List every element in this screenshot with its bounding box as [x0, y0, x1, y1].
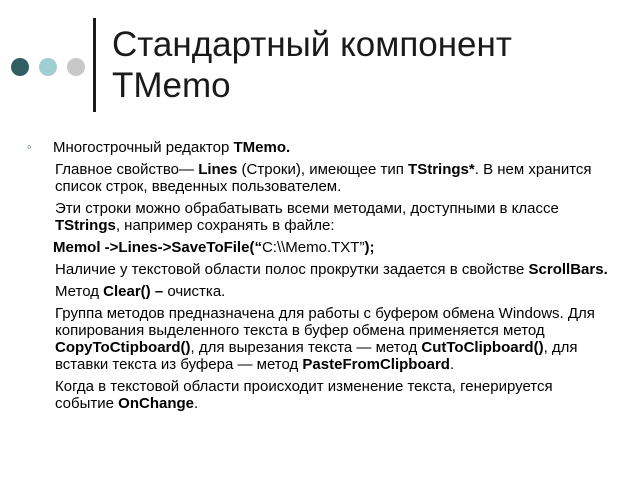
paragraph: [53, 161, 615, 195]
grey-dot-icon: [67, 58, 85, 76]
text: Когда в текстовой области происходит изменение текста, генерируется событие: [55, 378, 553, 412]
code-line: [53, 239, 615, 256]
bold-text: TStrings: [55, 217, 116, 234]
bold-text: TStrings*: [408, 161, 475, 178]
text: Главное свойство—: [55, 161, 199, 178]
bold-text: CopyToCtipboard(): [55, 339, 191, 356]
slide-title: [112, 24, 612, 106]
paragraph: [53, 305, 615, 373]
text: .: [449, 356, 455, 373]
title-line-1: Стандартный компонент: [112, 25, 512, 64]
text: (Строки), имеющее тип: [237, 161, 409, 178]
bold-text: TMemo.: [233, 139, 291, 156]
text: Многострочный редактор: [53, 139, 234, 156]
bold-text: CutToClipboard(): [421, 339, 544, 356]
bold-text: Clear() –: [103, 283, 164, 300]
text: Наличие у текстовой области полос прокрутки задается в свойстве: [55, 261, 529, 278]
bold-text: OnChange: [118, 395, 194, 412]
paragraph: [53, 378, 615, 412]
text: , для вставки текста из буфера — метод: [55, 339, 578, 373]
title-line-2: TMemo: [112, 66, 231, 105]
bold-text: Memol ->Lines->SaveToFile(“: [53, 239, 262, 256]
text: , для вырезания текста — метод: [190, 339, 422, 356]
text: .: [194, 395, 199, 412]
text: . В нем хранится список строк, введенных пользователем.: [55, 161, 592, 195]
dark-dot-icon: [11, 58, 29, 76]
bullet-marker-icon: ◦: [27, 139, 32, 154]
text: , например сохранять в файле:: [115, 217, 335, 234]
bold-text: Lines: [198, 161, 238, 178]
text: Эти строки можно обрабатывать всеми методами, доступными в классе: [55, 200, 559, 217]
bold-text: PasteFromClipboard: [302, 356, 450, 373]
text: C:\\Memo.TXT”: [261, 239, 365, 256]
text: Группа методов предназначена для работы с буфером обмена Windows. Для копирования выделенного текста в буфер обмена применяется метод: [55, 305, 595, 339]
text: Метод: [55, 283, 104, 300]
title-divider: [93, 18, 96, 112]
paragraph: [53, 139, 615, 156]
light-blue-dot-icon: [39, 58, 57, 76]
paragraph: [53, 261, 615, 278]
bold-text: ScrollBars.: [528, 261, 608, 278]
paragraph: [53, 283, 615, 300]
slide-body: [53, 139, 615, 417]
text: очистка.: [163, 283, 226, 300]
paragraph: [53, 200, 615, 234]
bold-text: );: [364, 239, 375, 256]
